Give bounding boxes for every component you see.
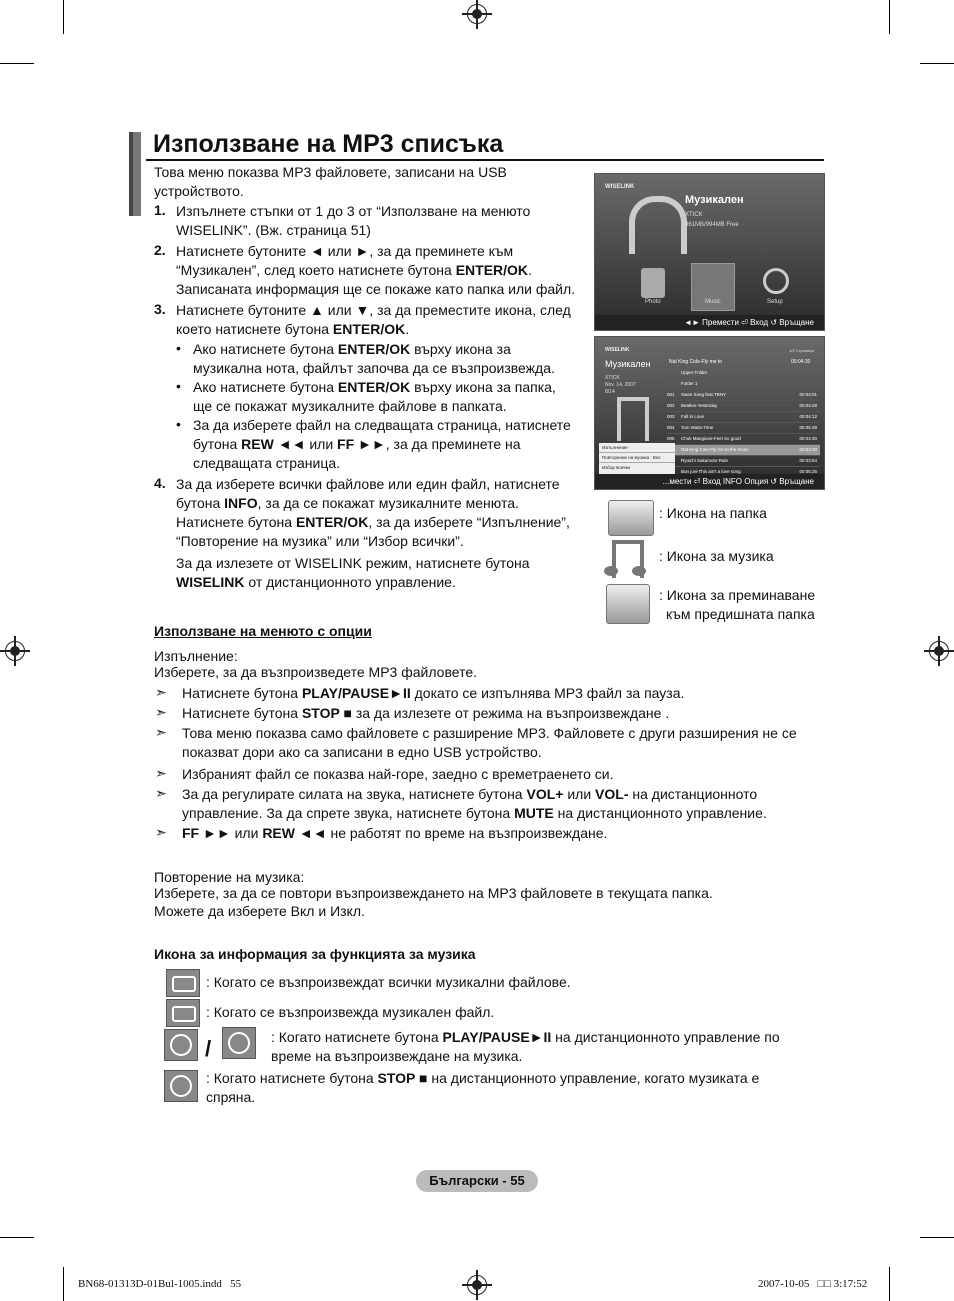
track-title: Ryuichi Sakamoto-Rain <box>681 458 729 463</box>
note-arrow-icon: ➣ <box>155 765 167 781</box>
bullet-1-text: Ако натиснете бутона ENTER/OK върху икона за музикална нота, файлът започва да се възпроизвежда. <box>193 341 555 376</box>
track-number: 005 <box>667 436 675 441</box>
note-arrow-icon: ➣ <box>155 824 167 840</box>
print-file-name: BN68-01313D-01Bul-1005.indd 55 <box>78 1278 242 1290</box>
repeat-title: Повторение на музика: <box>154 869 305 885</box>
repeat-all-icon <box>166 969 200 997</box>
table-row[interactable] <box>667 445 820 456</box>
screen-title: Музикален <box>685 194 744 206</box>
folder-icon-label: : Икона на папка <box>659 505 767 521</box>
stop-icon <box>164 1070 198 1102</box>
step-3-text: Натиснете бутоните ▲ или ▼, за да преместите икона, след което натиснете бутона ENTER/OK. <box>176 302 571 337</box>
headphones-icon <box>629 196 687 254</box>
play-pause-text: : Когато натиснете бутона PLAY/PAUSE►II на дистанционното управление по време на възпроизвеждане на музика. <box>271 1029 780 1064</box>
track-title: Tom Waits-Time <box>681 425 714 430</box>
note-arrow-icon: ➣ <box>155 704 167 720</box>
bullet-dot: • <box>176 340 181 356</box>
print-date: 2007-10-05 □□ 3:17:52 <box>758 1278 868 1290</box>
track-number <box>667 379 681 389</box>
track-duration: 00:03:54 <box>799 458 817 463</box>
menu-item-play[interactable]: Изпълнение <box>599 443 675 453</box>
option-note: FF ►► или REW ◄◄ не работят по време на възпроизвеждане. <box>182 825 608 841</box>
track-title: Fall in Love <box>681 414 705 419</box>
repeat-one-text: : Когато се възпроизвежда музикален файл. <box>206 1004 495 1020</box>
music-icon-label: : Икона за музика <box>659 548 774 564</box>
options-heading: Използване на менюто с опции <box>154 623 372 639</box>
track-duration <box>787 379 817 389</box>
table-row[interactable] <box>667 456 820 467</box>
step-number: 4. <box>154 475 166 491</box>
option-note: Това меню показва само файловете с разширение MP3. Файловете с други разширения не се показват дори ако са записани в едно USB устройство. <box>182 725 797 760</box>
screen-nav-bar: ...мести ⏎ Вход INFO Опция ↺ Връщане <box>595 474 824 489</box>
track-number: 003 <box>667 414 675 419</box>
play-icon <box>164 1029 198 1061</box>
track-duration: 00:04:28 <box>799 403 817 408</box>
track-title: Swan Song feat.TBNY <box>681 392 727 397</box>
music-label: Music <box>705 299 721 305</box>
track-duration: 00:04:12 <box>799 414 817 419</box>
title-accent-bar <box>129 132 141 216</box>
play-desc: Изберете, за да възпроизведете MP3 файловете. <box>154 664 477 680</box>
note-arrow-icon: ➣ <box>155 684 167 700</box>
music-note-head-left <box>604 566 618 576</box>
note-graphic <box>617 397 649 441</box>
table-row[interactable] <box>667 379 820 390</box>
setup-label: Setup <box>767 299 783 305</box>
step-4-text: За да изберете всички файлове или един файл, натиснете бутона INFO, за да се покажат музикалните менюта. Натиснете бутона ENTER/OK, за да изберете “Изпълнение”, “Повторение на музика” или “Избор всички”. <box>176 476 570 549</box>
photo-label: Photo <box>645 299 661 305</box>
intro-text: Това меню показва MP3 файловете, записани на USB устройството. <box>154 164 507 199</box>
track-duration: 00:04:01 <box>799 392 817 397</box>
music-note-head-right <box>632 566 646 576</box>
table-row[interactable] <box>667 412 820 423</box>
track-number: 004 <box>667 425 675 430</box>
section-title: Музикален <box>605 359 651 369</box>
step-number: 3. <box>154 301 166 317</box>
table-row[interactable] <box>667 368 820 379</box>
track-title: Bon jovi-This ain't a love song <box>681 469 741 474</box>
track-duration: 00:05:25 <box>799 469 817 474</box>
play-time: 00:04:30 <box>791 359 811 365</box>
note-arrow-icon: ➣ <box>155 724 167 740</box>
page-indicator: 1/2 Страница <box>789 348 814 353</box>
registration-mark-left <box>5 641 25 661</box>
track-title: Chuk Mangione-Feel So good <box>681 436 741 441</box>
track-title: Upper Folder <box>681 370 708 375</box>
wiselink-logo: WISELINK <box>605 184 635 190</box>
file-list <box>667 368 820 478</box>
repeat-line-2: Можете да изберете Вкл и Изкл. <box>154 903 365 919</box>
track-duration: 00:04:30 <box>799 436 817 441</box>
up-folder-icon <box>606 584 650 624</box>
note-arrow-icon: ➣ <box>155 785 167 801</box>
title-rule <box>146 159 824 161</box>
option-note: Натиснете бутона STOP ■ за да излезете от режима на възпроизвеждане . <box>182 705 670 721</box>
exit-note: За да излезете от WISELINK режим, натиснете бутона WISELINK от дистанционното управление. <box>176 555 530 590</box>
repeat-all-text: : Когато се възпроизвеждат всички музикални файлове. <box>206 974 571 990</box>
device-name: XTICK <box>685 212 703 218</box>
track-duration <box>787 368 817 378</box>
step-number: 1. <box>154 202 166 218</box>
option-note: Избраният файл се показва най-горе, заедно с времетраенето си. <box>182 766 614 782</box>
track-duration: 00:05:39 <box>799 425 817 430</box>
up-folder-icon-label: : Икона за преминаване към предишната папка <box>659 587 816 622</box>
music-menu-screenshot <box>594 173 825 331</box>
table-row[interactable] <box>667 434 820 445</box>
wiselink-logo: WISELINK <box>605 347 630 353</box>
table-row[interactable] <box>667 401 820 412</box>
track-duration: 00:04:30 <box>799 447 817 452</box>
free-space: 861MB/994MB Free <box>685 222 739 228</box>
option-note: Натиснете бутона PLAY/PAUSE►II докато се изпълнява MP3 файл за пауза. <box>182 685 685 701</box>
step-1-text: Изпълнете стъпки от 1 до 3 от “Използване на менюто WISELINK”. (Вж. страница 51) <box>176 203 531 238</box>
stop-text: : Когато натиснете бутона STOP ■ на дистанционното управление, когато музиката е спряна. <box>206 1070 760 1105</box>
device-date: Nov. 14, 2007 <box>605 382 636 388</box>
bullet-dot: • <box>176 416 181 432</box>
table-row[interactable] <box>667 390 820 401</box>
option-note: За да регулирате силата на звука, натиснете бутона VOL+ или VOL- на дистанционното управление. За да спрете звука, натиснете бутона MUTE на дистанционното управление. <box>182 786 767 821</box>
folder-icon <box>608 500 654 536</box>
file-count: 8/14 <box>605 389 615 395</box>
track-number <box>667 368 681 378</box>
track-number: 001 <box>667 392 675 397</box>
setup-item <box>763 268 789 294</box>
track-title: Folder 1 <box>681 381 698 386</box>
menu-item-repeat[interactable]: Повторение на музика : Вкл <box>599 453 675 463</box>
device-name: XTICK <box>605 375 620 381</box>
track-title: Nat King Cole-Fly me to the moon <box>681 447 749 452</box>
bullet-2-text: Ако натиснете бутона ENTER/OK върху икона за папка, ще се покажат музикалните файлове в папката. <box>193 379 556 414</box>
registration-mark-right <box>929 641 949 661</box>
play-title: Изпълнение: <box>154 648 238 664</box>
registration-mark-top <box>467 4 487 24</box>
track-number: 002 <box>667 403 675 408</box>
slash-separator: / <box>205 1036 212 1061</box>
registration-mark-bottom <box>467 1275 487 1295</box>
photo-item <box>641 268 665 298</box>
screen-nav-bar: ◄► Премести ⏎ Вход ↺ Връщане <box>595 315 824 330</box>
pause-icon <box>222 1027 256 1059</box>
bullet-3-text: За да изберете файл на следващата страница, натиснете бутона REW ◄◄ или FF ►►, за да преминете на следващата страница. <box>193 417 571 471</box>
menu-item-select-all[interactable]: Избор всички <box>602 465 631 470</box>
page-title: Използване на MP3 списъка <box>153 130 504 158</box>
repeat-one-icon <box>166 999 200 1027</box>
table-row[interactable] <box>667 423 820 434</box>
repeat-line-1: Изберете, за да се повтори възпроизвеждането на MP3 файловете в текущата папка. <box>154 885 713 901</box>
bullet-dot: • <box>176 378 181 394</box>
track-title: Beatles-Yesterday <box>681 403 718 408</box>
music-list-screenshot <box>594 336 825 490</box>
step-2-text: Натиснете бутоните ◄ или ►, за да преминете към “Музикален”, след което натиснете бутона ENTER/OK. Записаната информация ще се покаже като папка или файл. <box>176 243 576 297</box>
step-number: 2. <box>154 242 166 258</box>
now-playing: Nat King Cole-Fly me to <box>669 359 723 365</box>
icons-info-heading: Икона за информация за функцията за музика <box>154 946 476 962</box>
page-number-badge: Български - 55 <box>416 1170 538 1192</box>
